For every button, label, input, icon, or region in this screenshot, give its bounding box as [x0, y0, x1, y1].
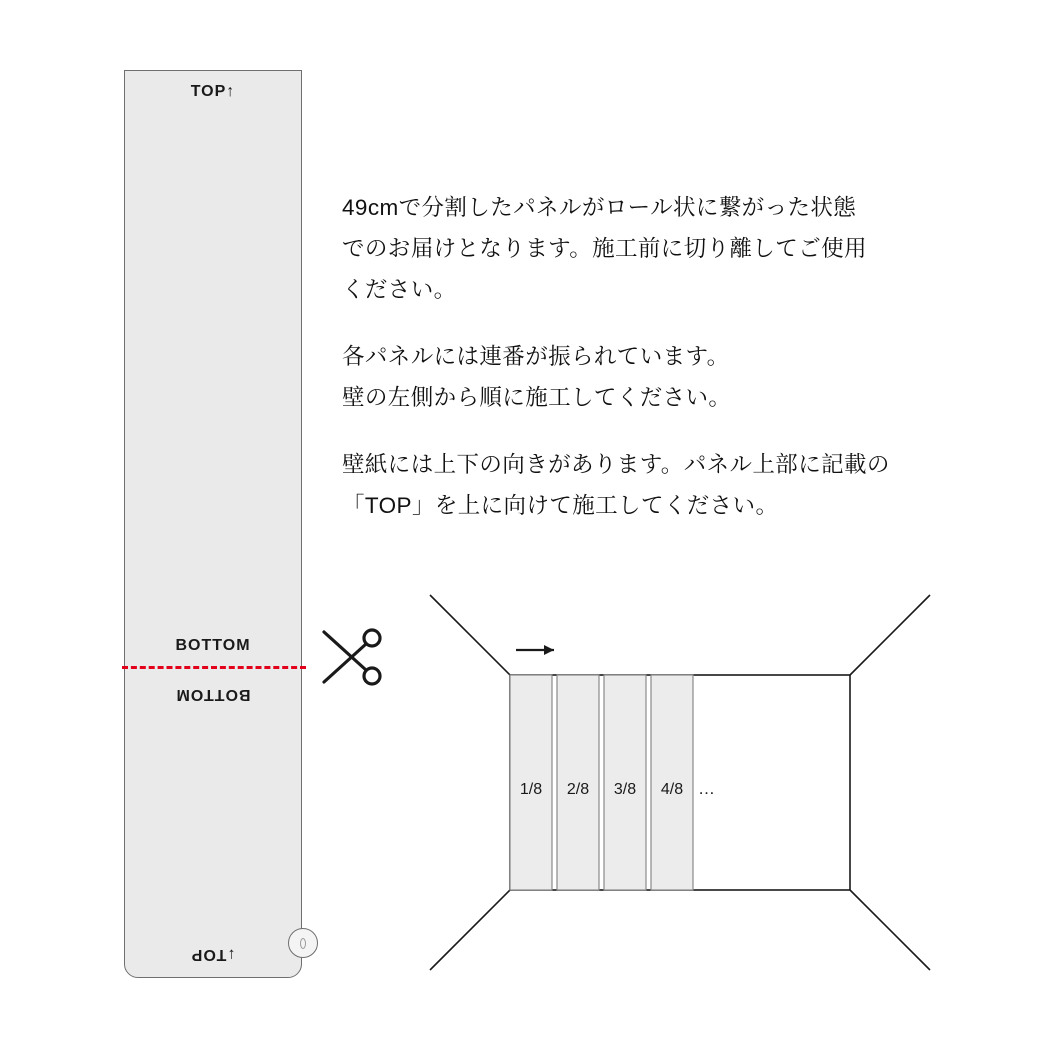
- direction-arrow-icon: [516, 645, 554, 655]
- roll-bottom-flip-label: ↓TOP: [190, 946, 236, 963]
- panel-label-3: 3/8: [613, 781, 637, 798]
- panel-label-1: 1/8: [519, 781, 543, 798]
- desc-para1-line3: ください。: [342, 276, 457, 302]
- panel-label-2: 2/8: [566, 781, 590, 798]
- roll-bottom-label-upper: BOTTOM: [175, 637, 251, 654]
- panel-label-4: 4/8: [660, 781, 684, 798]
- wallpaper-roll: [124, 70, 302, 978]
- desc-para3-line2: 「TOP」を上に向けて施工してください。: [342, 492, 779, 518]
- cut-line: [122, 666, 306, 669]
- roll-top-label: TOP↑: [190, 83, 236, 100]
- desc-para2-line1: 各パネルには連番が振られています。: [342, 343, 730, 369]
- panel-label-ellipsis: …: [698, 779, 715, 798]
- roll-bottom-label-lower: BOTTOM: [175, 686, 251, 703]
- scissors-icon: [316, 622, 386, 692]
- room-diagram: [420, 580, 940, 980]
- desc-spacer-1: [342, 311, 942, 337]
- desc-para1-line2: でのお届けとなります。施工前に切り離してご使用: [342, 235, 867, 261]
- desc-para2-line2: 壁の左側から順に施工してください。: [342, 384, 732, 410]
- desc-para1-line1: 49cmで分割したパネルがロール状に繋がった状態: [342, 195, 857, 220]
- desc-para3-line1: 壁紙には上下の向きがあります。パネル上部に記載の: [342, 451, 890, 477]
- instructions-text: [342, 188, 942, 527]
- roll-core-icon: [288, 928, 318, 958]
- desc-spacer-2: [342, 419, 942, 445]
